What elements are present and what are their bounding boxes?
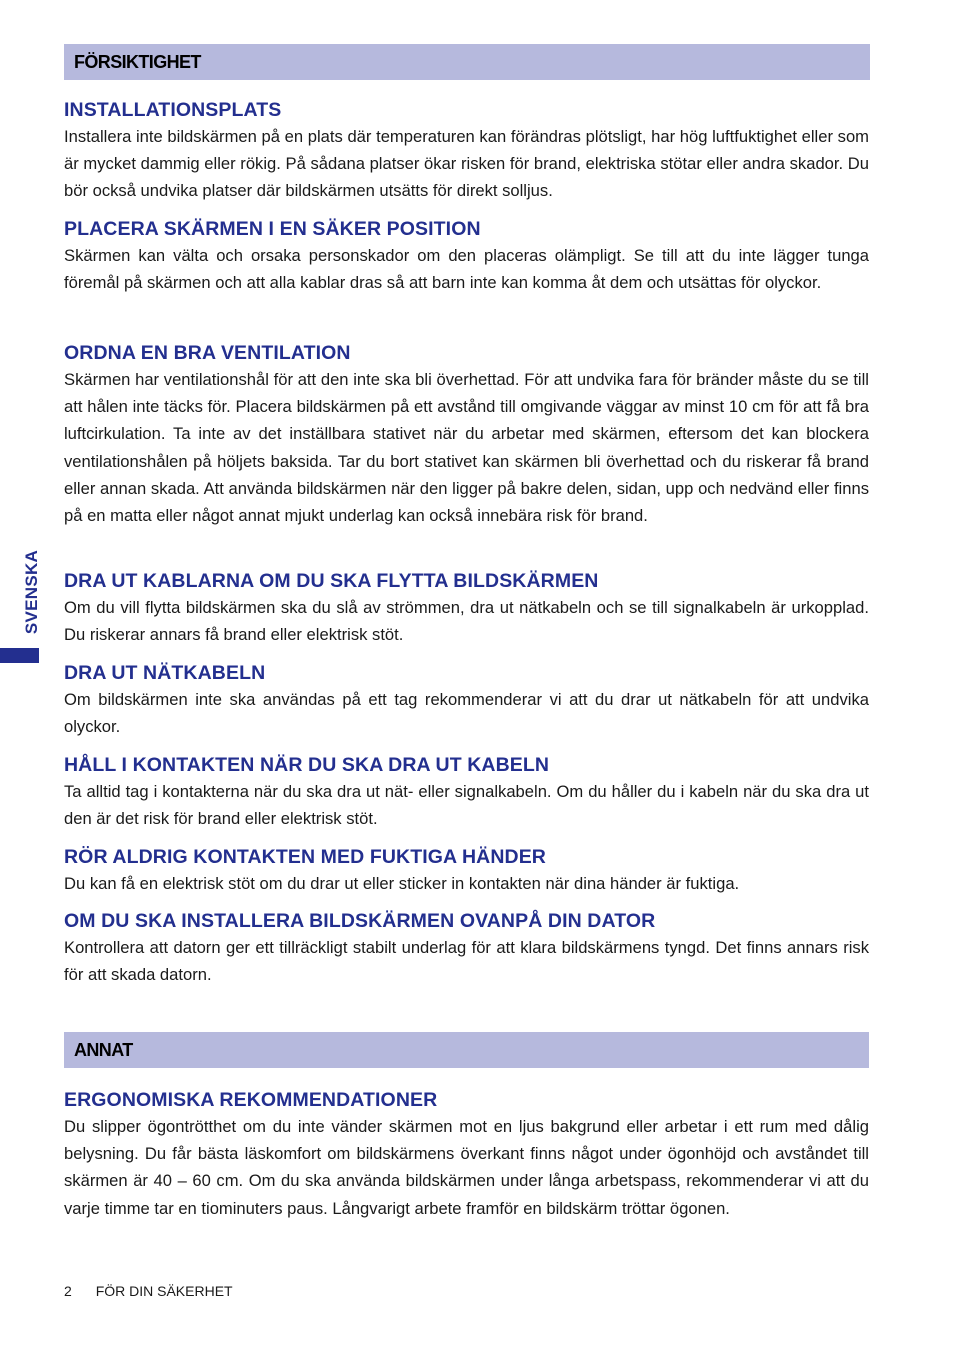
section-body: Ta alltid tag i kontakterna när du ska dra ut nät- eller signalkabeln. Om du håller du i kabeln när du ska dra ut den är det risk för brand eller elektrisk stöt. (64, 782, 869, 829)
footer-section-name: FÖR DIN SÄKERHET (95, 1283, 233, 1299)
section-safe-position (64, 216, 869, 296)
other-heading: ANNAT (74, 1039, 133, 1060)
section-title: DRA UT NÄTKABELN (64, 662, 266, 684)
page-number: 2 (64, 1283, 72, 1299)
section-hold-plug (64, 752, 869, 832)
section-title: OM DU SKA INSTALLERA BILDSKÄRMEN OVANPÅ DIN DATOR (64, 910, 656, 932)
section-body: Kontrollera att datorn ger ett tillräckligt stabilt underlag för att klara bildskärmens tyngd. Det finns annars risk för att skada datorn. (64, 938, 869, 985)
section-title: ORDNA EN BRA VENTILATION (64, 342, 351, 364)
section-header-caution (64, 44, 870, 80)
section-body: Om bildskärmen inte ska användas på ett tag rekommenderar vi att du drar ut nätkabeln för att undvika olyckor. (64, 690, 869, 737)
section-title: DRA UT KABLARNA OM DU SKA FLYTTA BILDSKÄRMEN (64, 570, 599, 592)
language-tab-marker (0, 648, 39, 663)
section-body: Om du vill flytta bildskärmen ska du slå av strömmen, dra ut nätkabeln och se till signalkabeln är urkopplad. Du riskerar annars få brand eller elektrisk stöt. (64, 598, 869, 645)
section-title: RÖR ALDRIG KONTAKTEN MED FUKTIGA HÄNDER (64, 846, 546, 868)
section-installation-site (64, 97, 869, 205)
section-body: Du kan få en elektrisk stöt om du drar ut eller sticker in kontakten när dina händer är fuktiga. (64, 874, 740, 893)
section-title: ERGONOMISKA REKOMMENDATIONER (64, 1089, 438, 1111)
section-unplug-power-cable (64, 660, 869, 740)
section-body: Du slipper ögontrötthet om du inte vänder skärmen mot en ljus bakgrund eller arbetar i ett rum med dålig belysning. Du får bästa läskomfort om bildskärmens överkant finns något under ögonhöjd och avståndet till skärmen är 40 – 60 cm. Om du ska använda bildskärmen under långa arbetspass, rekommenderar vi att du varje timme tar en tiominuters paus. Långvarigt arbete framför en bildskärm tröttar ögonen. (64, 1117, 869, 1218)
section-title: PLACERA SKÄRMEN I EN SÄKER POSITION (64, 218, 481, 240)
section-ergonomics (64, 1087, 869, 1222)
section-body: Skärmen kan välta och orsaka personskador om den placeras olämpligt. Se till att du inte lägger tunga föremål på skärmen och att alla kablar dras så att barn inte kan komma åt dem och utsättas för olyckor. (64, 246, 869, 293)
section-title: INSTALLATIONSPLATS (64, 99, 282, 121)
section-ventilation (64, 340, 869, 529)
section-unplug-before-moving (64, 568, 869, 648)
caution-heading: FÖRSIKTIGHET (74, 51, 201, 72)
language-label-text: SVENSKA (22, 549, 41, 635)
section-body: Skärmen har ventilationshål för att den inte ska bli överhettad. För att undvika fara för bränder måste du se till att hålen inte täcks för. Placera bildskärmen på ett avstånd till omgivande väggar av minst 10 cm för att få bra luftcirkulation. Ta inte av det inställbara stativet när du arbetar med skärmen, eftersom det kan blockera ventilationshålen på höljets baksida. Tar du bort stativet kan skärmen bli överhettad och du riskerar få brand eller annan skada. Att använda bildskärmen när den ligger på bakre delen, sidan, upp och nedvänd eller finns på en matta eller något annat mjukt underlag kan också innebära risk för brand. (64, 370, 869, 526)
section-body: Installera inte bildskärmen på en plats där temperaturen kan förändras plötsligt, har hög luftfuktighet eller som är mycket dammig eller rökig. På sådana platser ökar risken för brand, elektriska stötar eller andra skador. Du bör också undvika platser där bildskärmen utsätts för direkt solljus. (64, 127, 869, 201)
section-wet-hands (64, 844, 869, 897)
page-footer (64, 1283, 233, 1299)
section-on-top-of-computer (64, 908, 869, 988)
section-header-other (64, 1032, 869, 1068)
section-title: HÅLL I KONTAKTEN NÄR DU SKA DRA UT KABELN (64, 754, 550, 776)
